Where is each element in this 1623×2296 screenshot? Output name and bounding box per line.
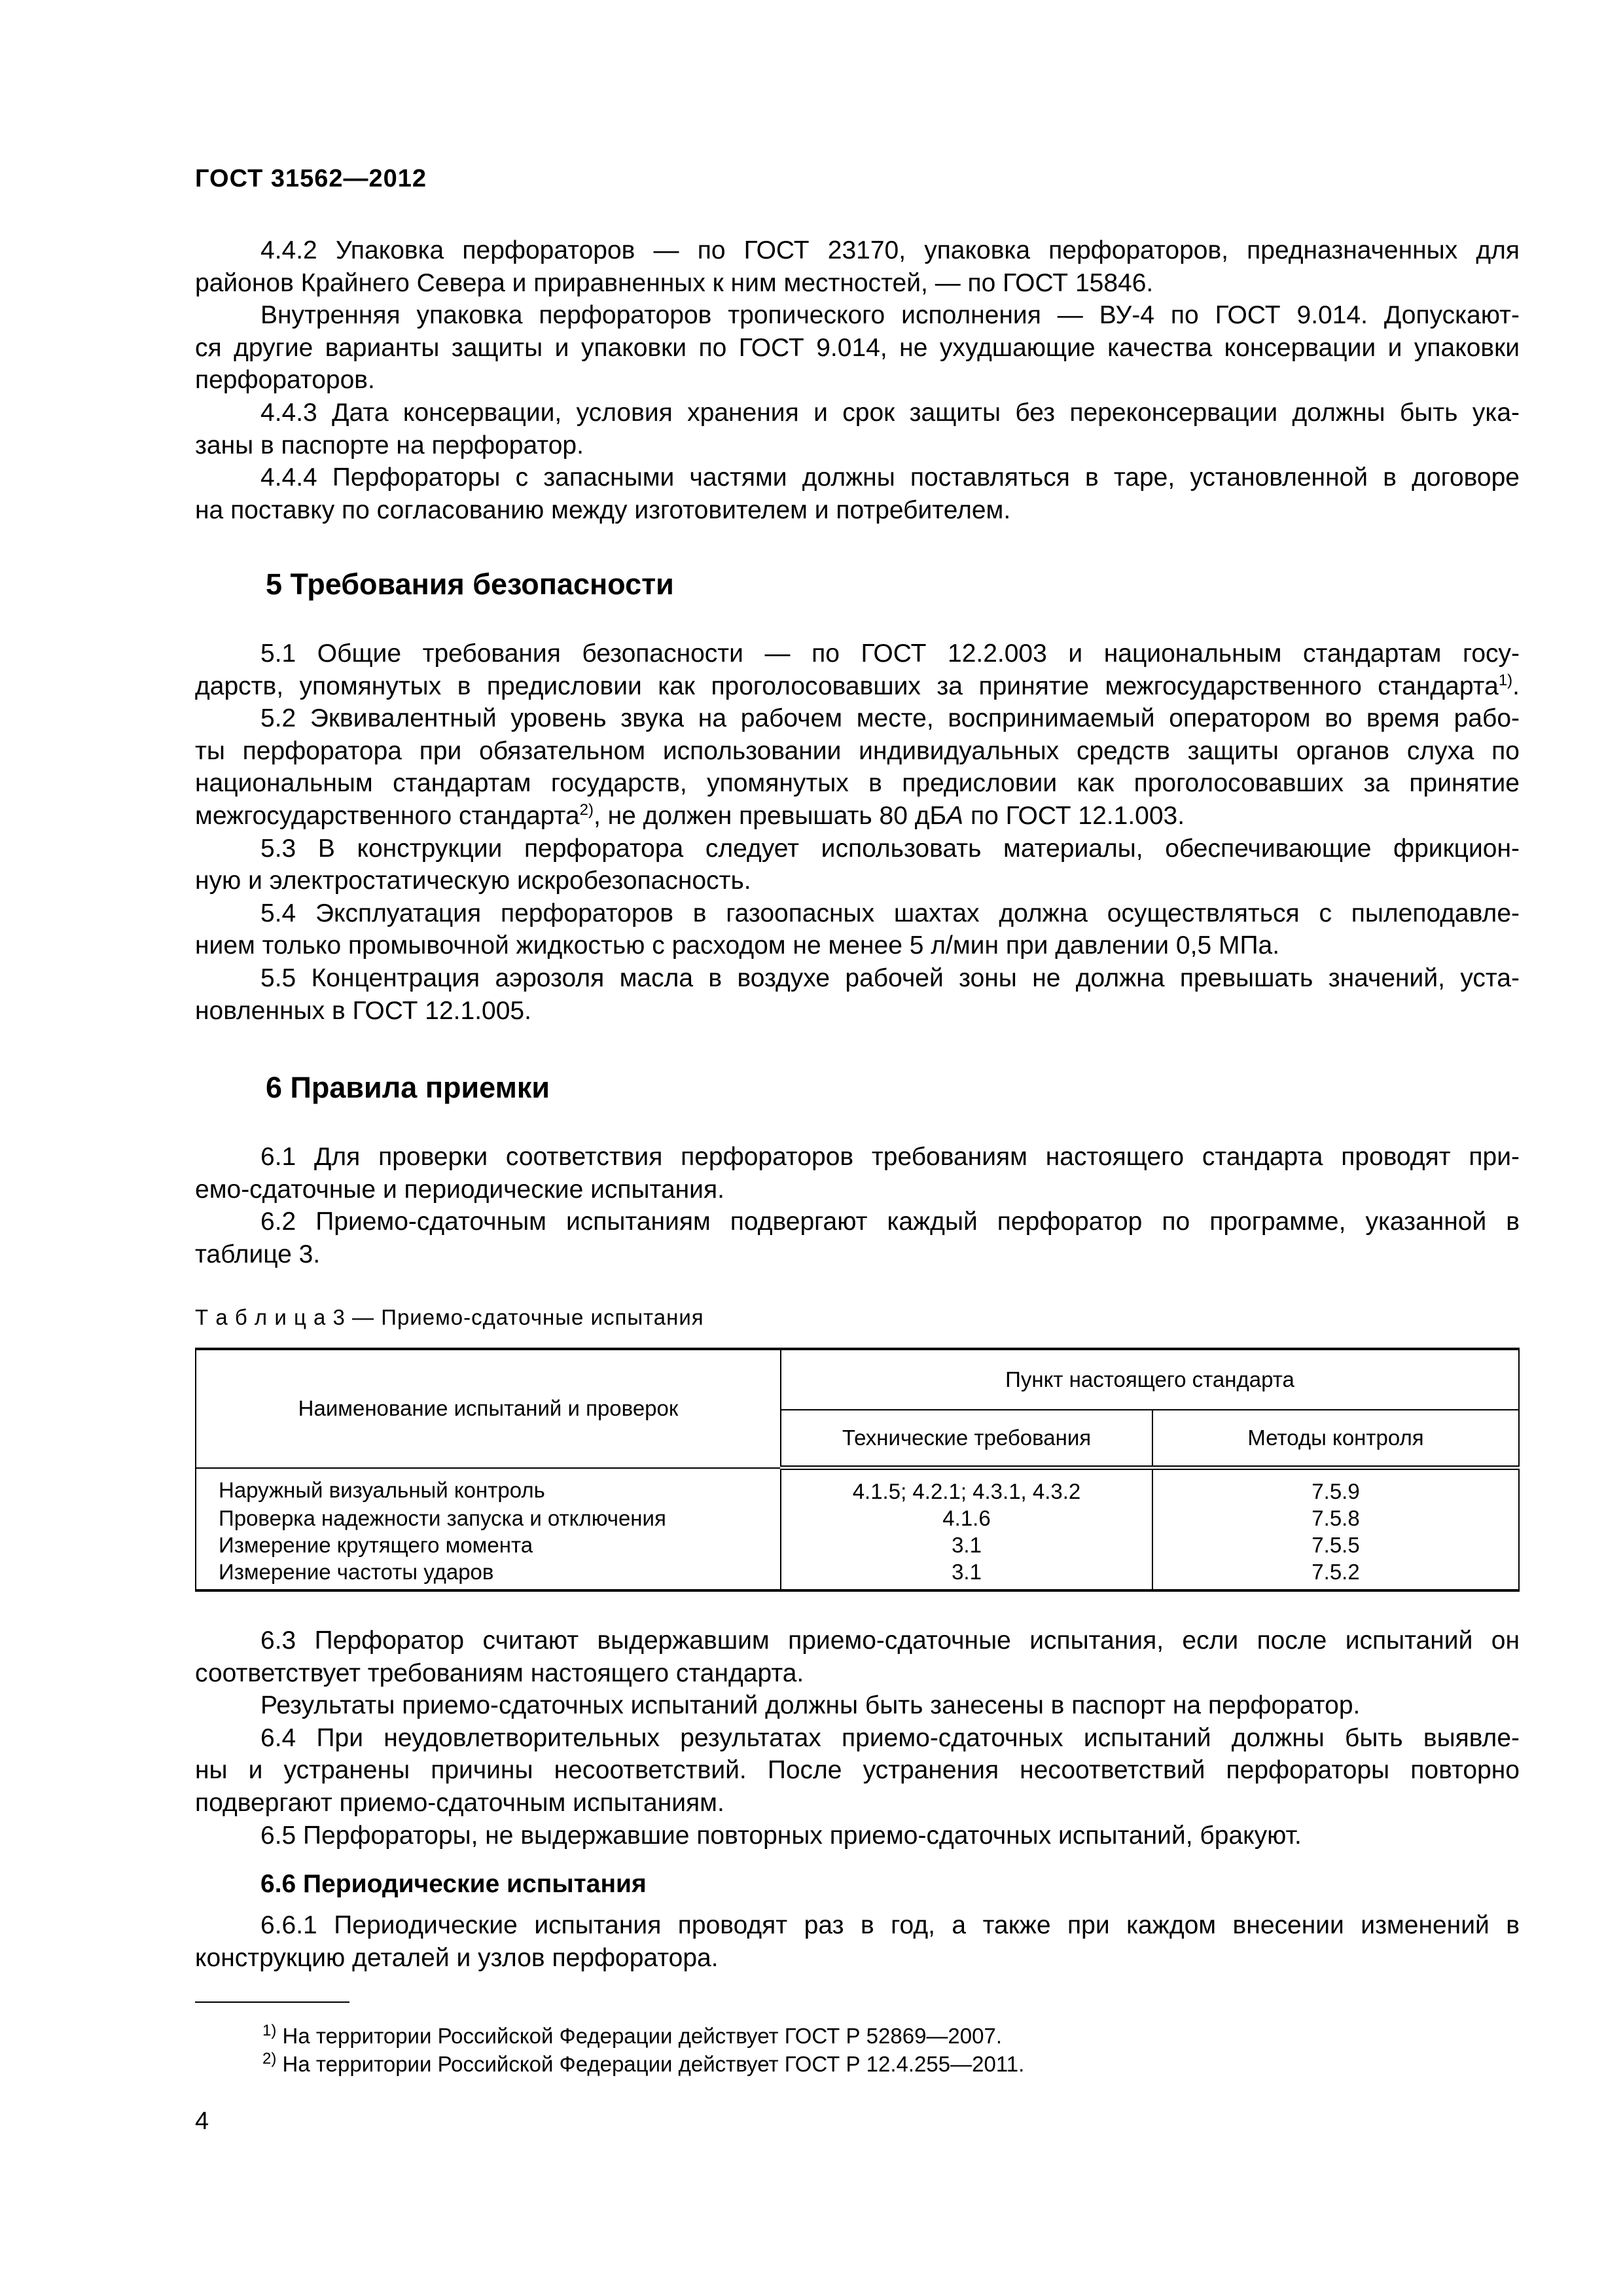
text-line bbox=[195, 461, 1520, 494]
text-run: , не должен превышать 80 дБ bbox=[593, 801, 947, 830]
text-line bbox=[195, 865, 1520, 897]
text-run: 4.4.4 Перфораторы с запасными частями должны поставляться в таре, установленной в договоре bbox=[260, 463, 1520, 492]
table-row bbox=[196, 1505, 1519, 1532]
text-line bbox=[195, 800, 1520, 833]
cell-tech: 3.1 bbox=[781, 1532, 1152, 1558]
section-5-text bbox=[195, 637, 1520, 1027]
section-6-6-text bbox=[195, 1909, 1520, 1974]
text-run: емо-сдаточные и периодические испытания. bbox=[195, 1175, 724, 1204]
text-run: 6.2 Приемо-сдаточным испытаниям подвергают каждый перфоратор по программе, указанной в bbox=[260, 1208, 1520, 1236]
text-run: соответствует требованиям настоящего стандарта. bbox=[195, 1659, 804, 1687]
text-line bbox=[195, 1722, 1520, 1755]
page-number: 4 bbox=[195, 2108, 209, 2135]
text-line bbox=[195, 1174, 1520, 1206]
text-line bbox=[195, 1754, 1520, 1787]
cell-methods: 7.5.2 bbox=[1152, 1558, 1519, 1590]
text-run: районов Крайнего Севера и приравненных к ним местностей, — по ГОСТ 15846. bbox=[195, 268, 1154, 297]
text-line bbox=[195, 332, 1520, 365]
text-run: заны в паспорте на перфоратор. bbox=[195, 431, 584, 459]
column-header-group: Пункт настоящего стандарта bbox=[781, 1349, 1519, 1410]
footnote-2 bbox=[262, 2050, 1024, 2079]
text-line bbox=[195, 1206, 1520, 1238]
text-line bbox=[195, 929, 1520, 962]
section-5-heading: 5 Требования безопасности bbox=[266, 567, 674, 601]
text-run: 5.5 Концентрация аэрозоля масла в воздухе рабочей зоны не должна превышать значений, уста- bbox=[260, 963, 1520, 992]
text-line bbox=[195, 494, 1520, 527]
text-run: ся другие варианты защиты и упаковки по ГОСТ 9.014, не ухудшающие качества консервации и упаковки bbox=[195, 333, 1520, 362]
text-line bbox=[195, 1909, 1520, 1942]
text-line bbox=[195, 1657, 1520, 1690]
cell-methods: 7.5.9 bbox=[1152, 1468, 1519, 1505]
footnote-reference: 1) bbox=[1498, 671, 1513, 689]
column-header-name: Наименование испытаний и проверок bbox=[196, 1349, 781, 1468]
column-header-methods: Методы контроля bbox=[1152, 1410, 1519, 1468]
text-run: национальным стандартам государств, упомянутых в предисловии как проголосовавших за принятие bbox=[195, 769, 1520, 798]
section-6-results-text bbox=[195, 1624, 1520, 1852]
text-run: дарств, упомянутых в предисловии как проголосовавших за принятие межгосударственного стандарта bbox=[195, 672, 1499, 700]
text-line bbox=[195, 1624, 1520, 1657]
text-line bbox=[195, 995, 1520, 1028]
text-line bbox=[195, 833, 1520, 865]
text-line bbox=[195, 1942, 1520, 1975]
footnote-mark: 1) bbox=[262, 2022, 277, 2039]
text-run: на поставку по согласованию между изготовителем и потребителем. bbox=[195, 495, 1011, 524]
cell-methods: 7.5.5 bbox=[1152, 1532, 1519, 1558]
text-run: ты перфоратора при обязательном использовании индивидуальных средств защиты органов слуха по bbox=[195, 736, 1520, 765]
italic-text: А bbox=[946, 801, 964, 830]
text-run: 6.6.1 Периодические испытания проводят раз в год, а также при каждом внесении изменений в bbox=[260, 1911, 1520, 1939]
text-run: Результаты приемо-сдаточных испытаний должны быть занесены в паспорт на перфоратор. bbox=[260, 1691, 1361, 1720]
cell-name: Измерение частоты ударов bbox=[196, 1558, 781, 1590]
table-row bbox=[196, 1468, 1519, 1505]
text-run: 5.1 Общие требования безопасности — по ГОСТ 12.2.003 и национальным стандартам госу- bbox=[260, 639, 1520, 668]
text-line bbox=[195, 397, 1520, 429]
text-run: межгосударственного стандарта bbox=[195, 801, 580, 830]
text-run: 4.4.2 Упаковка перфораторов — по ГОСТ 23170, упаковка перфораторов, предназначенных для bbox=[260, 236, 1520, 264]
text-line bbox=[195, 897, 1520, 930]
text-line bbox=[195, 637, 1520, 670]
cell-name: Наружный визуальный контроль bbox=[196, 1468, 781, 1505]
section-4-4-text bbox=[195, 234, 1520, 526]
text-line bbox=[195, 1141, 1520, 1174]
cell-methods: 7.5.8 bbox=[1152, 1505, 1519, 1532]
footnote-text: На территории Российской Федерации действует ГОСТ Р 12.4.255—2011. bbox=[276, 2052, 1025, 2076]
text-run: 6.5 Перфораторы, не выдержавшие повторных приемо-сдаточных испытаний, бракуют. bbox=[260, 1821, 1302, 1850]
section-6-intro-text bbox=[195, 1141, 1520, 1270]
text-run: Внутренняя упаковка перфораторов тропического исполнения — ВУ-4 по ГОСТ 9.014. Допускают- bbox=[260, 301, 1520, 330]
text-run: 6.3 Перфоратор считают выдержавшим приемо-сдаточные испытания, если после испытаний он bbox=[260, 1626, 1520, 1655]
text-run: новленных в ГОСТ 12.1.005. bbox=[195, 996, 531, 1025]
text-run: таблице 3. bbox=[195, 1240, 321, 1268]
text-line bbox=[195, 1689, 1520, 1722]
cell-tech: 3.1 bbox=[781, 1558, 1152, 1590]
table-caption: Т а б л и ц а 3 — Приемо-сдаточные испытания bbox=[195, 1305, 704, 1329]
cell-name: Измерение крутящего момента bbox=[196, 1532, 781, 1558]
text-run: подвергают приемо-сдаточным испытаниям. bbox=[195, 1788, 724, 1817]
table-row bbox=[196, 1532, 1519, 1558]
text-run: нием только промывочной жидкостью с расходом не менее 5 л/мин при давлении 0,5 МПа. bbox=[195, 931, 1280, 960]
text-run: 5.2 Эквивалентный уровень звука на рабочем месте, воспринимаемый оператором во время рабо- bbox=[260, 704, 1520, 733]
cell-name: Проверка надежности запуска и отключения bbox=[196, 1505, 781, 1532]
text-run: ны и устранены причины несоответствий. После устранения несоответствий перфораторы повторно bbox=[195, 1756, 1520, 1785]
column-header-tech: Технические требования bbox=[781, 1410, 1152, 1468]
text-line bbox=[195, 364, 1520, 397]
text-run: конструкцию деталей и узлов перфоратора. bbox=[195, 1943, 719, 1972]
text-line bbox=[195, 962, 1520, 995]
text-line bbox=[195, 670, 1520, 703]
footnote-divider bbox=[195, 2001, 349, 2003]
acceptance-tests-table bbox=[195, 1348, 1520, 1592]
text-line bbox=[195, 702, 1520, 735]
text-line bbox=[195, 267, 1520, 300]
text-line bbox=[195, 735, 1520, 768]
section-6-heading: 6 Правила приемки bbox=[266, 1071, 550, 1104]
cell-tech: 4.1.6 bbox=[781, 1505, 1152, 1532]
text-run: перфораторов. bbox=[195, 366, 375, 395]
document-header: ГОСТ 31562—2012 bbox=[195, 165, 427, 192]
text-line bbox=[195, 1787, 1520, 1820]
text-line bbox=[195, 234, 1520, 267]
text-line bbox=[195, 1820, 1520, 1852]
text-line bbox=[195, 1238, 1520, 1271]
text-line bbox=[195, 429, 1520, 462]
table-row bbox=[196, 1558, 1519, 1590]
text-run: по ГОСТ 12.1.003. bbox=[963, 801, 1185, 830]
text-run: 6.1 Для проверки соответствия перфораторов требованиям настоящего стандарта проводят при- bbox=[260, 1143, 1520, 1171]
text-line bbox=[195, 299, 1520, 332]
footnote-1 bbox=[262, 2022, 1002, 2051]
text-run: 4.4.3 Дата консервации, условия хранения и срок защиты без переконсервации должны быть ука- bbox=[260, 398, 1520, 427]
footnote-text: На территории Российской Федерации действует ГОСТ Р 52869—2007. bbox=[276, 2024, 1003, 2048]
section-6-6-heading: 6.6 Периодические испытания bbox=[260, 1870, 647, 1898]
text-run: 5.3 В конструкции перфоратора следует использовать материалы, обеспечивающие фрикцион- bbox=[260, 834, 1520, 863]
footnote-reference: 2) bbox=[579, 800, 594, 819]
footnote-mark: 2) bbox=[262, 2050, 277, 2068]
text-run: 5.4 Эксплуатация перфораторов в газоопасных шахтах должна осуществляться с пылеподавле- bbox=[260, 899, 1520, 927]
text-line bbox=[195, 767, 1520, 800]
text-run: ную и электростатическую искробезопасность. bbox=[195, 867, 751, 895]
cell-tech: 4.1.5; 4.2.1; 4.3.1, 4.3.2 bbox=[781, 1468, 1152, 1505]
text-run: 6.4 При неудовлетворительных результатах приемо-сдаточных испытаний должны быть выявле- bbox=[260, 1723, 1520, 1752]
text-run: . bbox=[1512, 672, 1520, 700]
